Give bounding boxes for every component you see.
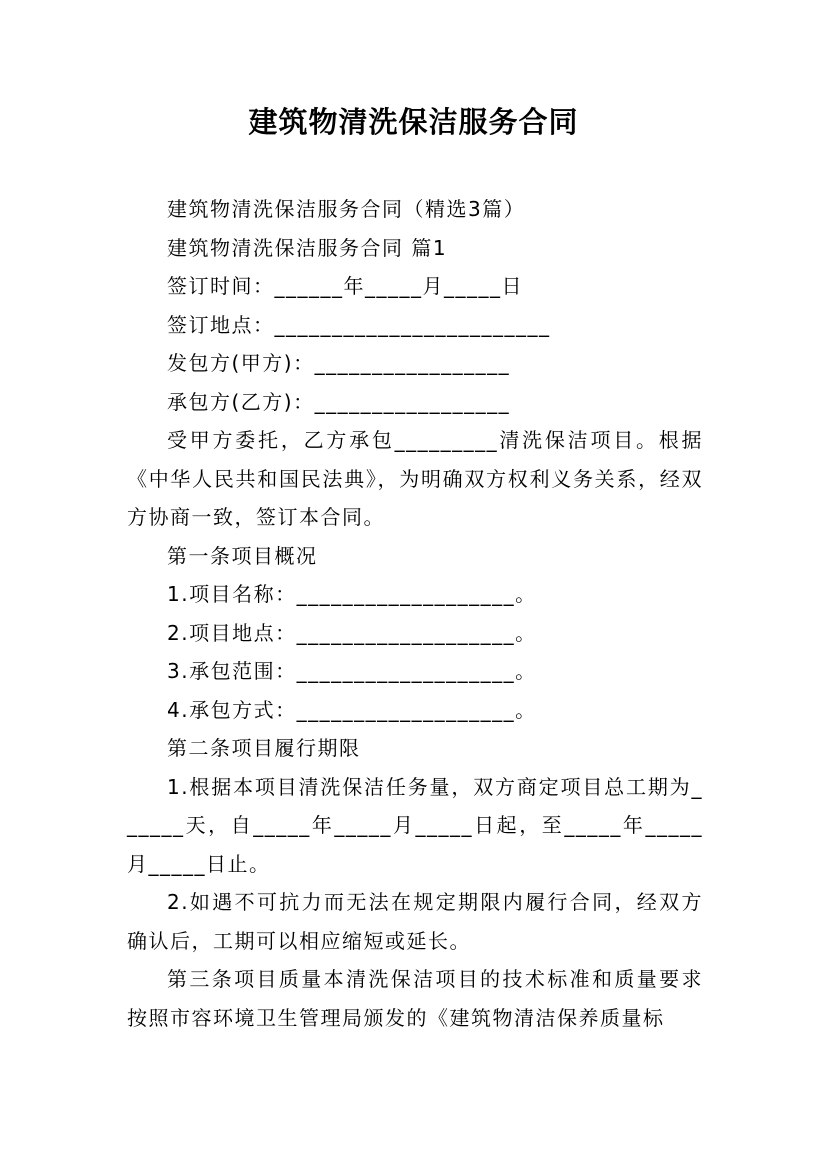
paragraph-article-3: 第三条项目质量本清洗保洁项目的技术标准和质量要求按照市容环境卫生管理局颁发的《建筑物清洁保养质量标 (127, 967, 703, 1030)
paragraph-duration: 1.根据本项目清洗保洁任务量，双方商定项目总工期为______天，自_____年_____月_____日起，至_____年_____月_____日止。 (127, 774, 703, 876)
document-body (127, 190, 703, 1037)
paragraph-article-1-heading: 第一条项目概况 (167, 543, 318, 568)
paragraph-sign-place: 签订地点：________________________ (167, 312, 551, 337)
paragraph-subtitle: 建筑物清洗保洁服务合同（精选3篇） (167, 197, 526, 221)
paragraph-preamble: 受甲方委托，乙方承包_________清洗保洁项目。根据《中华人民共和国民法典》，为明确双方权利义务关系，经双方协商一致，签订本合同。 (127, 428, 703, 529)
paragraph-force-majeure: 2.如遇不可抗力而无法在规定期限内履行合同，经双方确认后，工期可以相应缩短或延长。 (127, 890, 703, 953)
paragraph-party-a: 发包方(甲方)：_________________ (167, 351, 511, 375)
paragraph-contract-scope: 3.承包范围：___________________。 (167, 659, 537, 683)
paragraph-party-b: 承包方(乙方)：_________________ (167, 389, 511, 414)
document-title: 建筑物清洗保洁服务合同 (248, 105, 579, 139)
paragraph-sign-date: 签订时间：______年_____月_____日 (167, 274, 523, 298)
paragraph-article-2-heading: 第二条项目履行期限 (167, 736, 361, 760)
paragraph-section-heading: 建筑物清洗保洁服务合同 篇1 (167, 235, 448, 260)
paragraph-project-name: 1.项目名称：___________________。 (167, 582, 537, 606)
paragraph-contract-method: 4.承包方式：___________________。 (167, 697, 537, 722)
paragraph-project-location: 2.项目地点：___________________。 (167, 620, 537, 645)
